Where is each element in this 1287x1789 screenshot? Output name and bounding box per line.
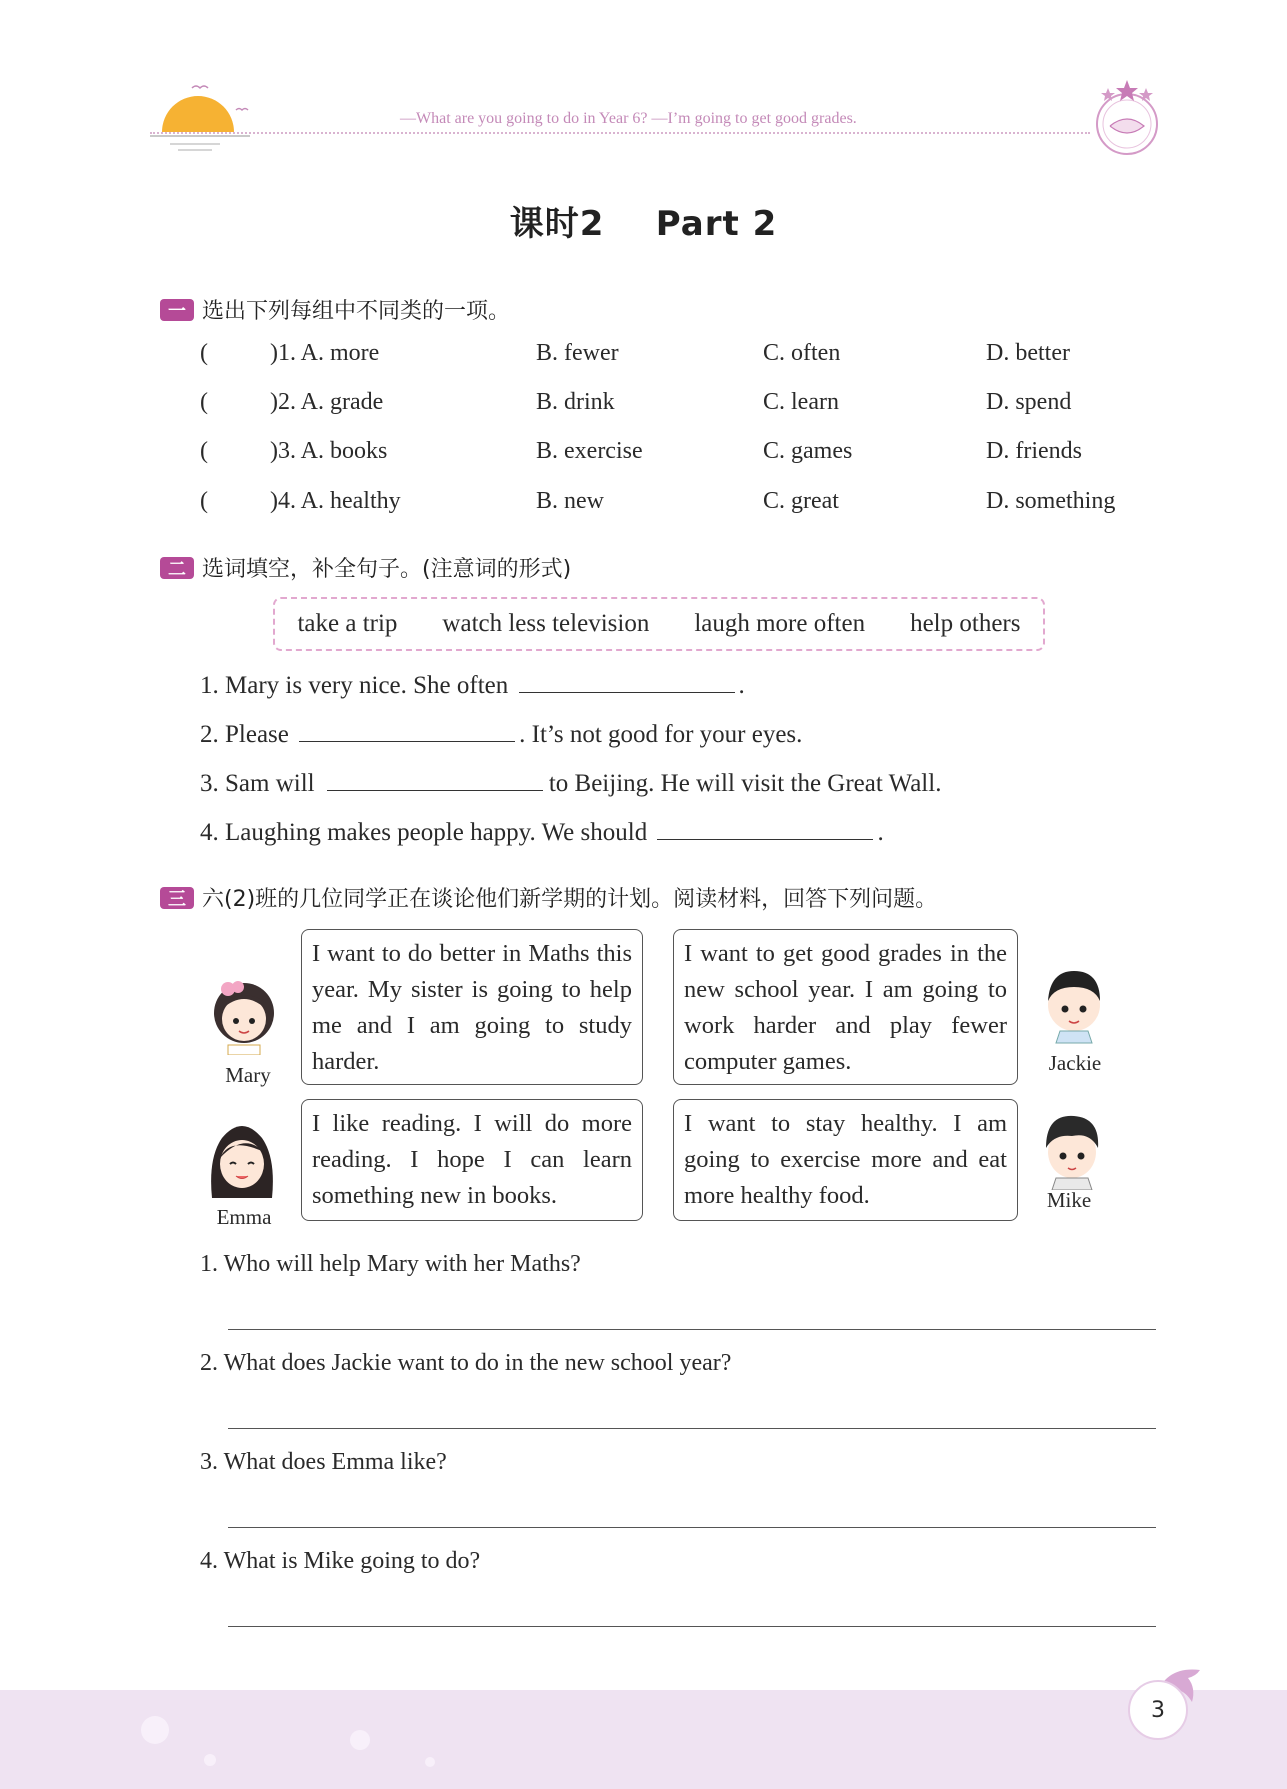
word-bank-item: help others bbox=[910, 610, 1021, 637]
mike-avatar-icon bbox=[1034, 1110, 1110, 1190]
answer-line[interactable] bbox=[228, 1626, 1156, 1627]
speech-bubble: I want to do better in Maths this year. My sister is going to help me and I am going to study harder. bbox=[301, 929, 643, 1085]
word-bank-item: watch less television bbox=[442, 610, 650, 637]
word-bank-item: take a trip bbox=[297, 610, 398, 637]
running-title: —What are you going to do in Year 6? —I’m going to get good grades. bbox=[400, 110, 857, 127]
section3-instruction: 六(2)班的几位同学正在谈论他们新学期的计划。阅读材料，回答下列问题。 bbox=[202, 887, 938, 912]
section1-instruction: 选出下列每组中不同类的一项。 bbox=[202, 299, 511, 324]
student-name: Mike bbox=[1046, 1188, 1092, 1212]
student-name: Jackie bbox=[1048, 1051, 1102, 1075]
list-item: ( )3. A. books B. exercise C. games D. friends bbox=[200, 438, 1082, 464]
brand-logo-icon bbox=[1088, 76, 1166, 166]
footer-bubbles-icon bbox=[100, 1700, 500, 1780]
mary-avatar-icon bbox=[206, 975, 282, 1055]
question: 4. What is Mike going to do? bbox=[200, 1548, 481, 1574]
answer-line[interactable] bbox=[228, 1428, 1156, 1429]
fill-sentence: 2. Please . It’s not good for your eyes. bbox=[200, 721, 803, 748]
answer-blank[interactable] bbox=[327, 768, 543, 791]
word-bank-item: laugh more often bbox=[694, 610, 866, 637]
answer-blank[interactable] bbox=[519, 670, 735, 693]
speech-bubble: I want to get good grades in the new school year. I am going to work harder and play fewer computer games. bbox=[673, 929, 1018, 1085]
section3-heading bbox=[160, 882, 937, 913]
question: 3. What does Emma like? bbox=[200, 1449, 447, 1475]
fill-sentence: 1. Mary is very nice. She often . bbox=[200, 672, 745, 699]
page-number: 3 bbox=[1128, 1680, 1188, 1740]
speech-bubble: I want to stay healthy. I am going to exercise more and eat more healthy food. bbox=[673, 1099, 1018, 1221]
section-badge: 二 bbox=[160, 557, 194, 579]
answer-line[interactable] bbox=[228, 1527, 1156, 1528]
list-item: ( )1. A. more B. fewer C. often D. better bbox=[200, 340, 1070, 366]
answer-blank[interactable] bbox=[657, 817, 873, 840]
speech-bubble: I like reading. I will do more reading. I hope I can learn something new in books. bbox=[301, 1099, 643, 1221]
fill-sentence: 4. Laughing makes people happy. We should . bbox=[200, 819, 884, 846]
section2-heading bbox=[160, 552, 571, 583]
answer-blank[interactable] bbox=[299, 719, 515, 742]
fill-sentence: 3. Sam will to Beijing. He will visit the Great Wall. bbox=[200, 770, 942, 797]
jackie-avatar-icon bbox=[1036, 965, 1112, 1045]
list-item: ( )4. A. healthy B. new C. great D. something bbox=[200, 488, 1116, 514]
list-item: ( )2. A. grade B. drink C. learn D. spend bbox=[200, 389, 1072, 415]
section2-instruction: 选词填空，补全句子。(注意词的形式) bbox=[202, 557, 572, 582]
emma-avatar-icon bbox=[204, 1118, 280, 1208]
section-badge: 一 bbox=[160, 299, 194, 321]
section1-heading bbox=[160, 294, 510, 325]
header-divider bbox=[150, 132, 1090, 134]
question: 1. Who will help Mary with her Maths? bbox=[200, 1251, 581, 1277]
student-name: Mary bbox=[225, 1063, 271, 1087]
student-name: Emma bbox=[216, 1205, 272, 1229]
answer-line[interactable] bbox=[228, 1329, 1156, 1330]
word-bank bbox=[273, 597, 1045, 651]
sunset-icon bbox=[150, 80, 260, 155]
section-badge: 三 bbox=[160, 887, 194, 909]
question: 2. What does Jackie want to do in the new school year? bbox=[200, 1350, 732, 1376]
page-title: 课时2 Part 2 bbox=[509, 204, 778, 244]
